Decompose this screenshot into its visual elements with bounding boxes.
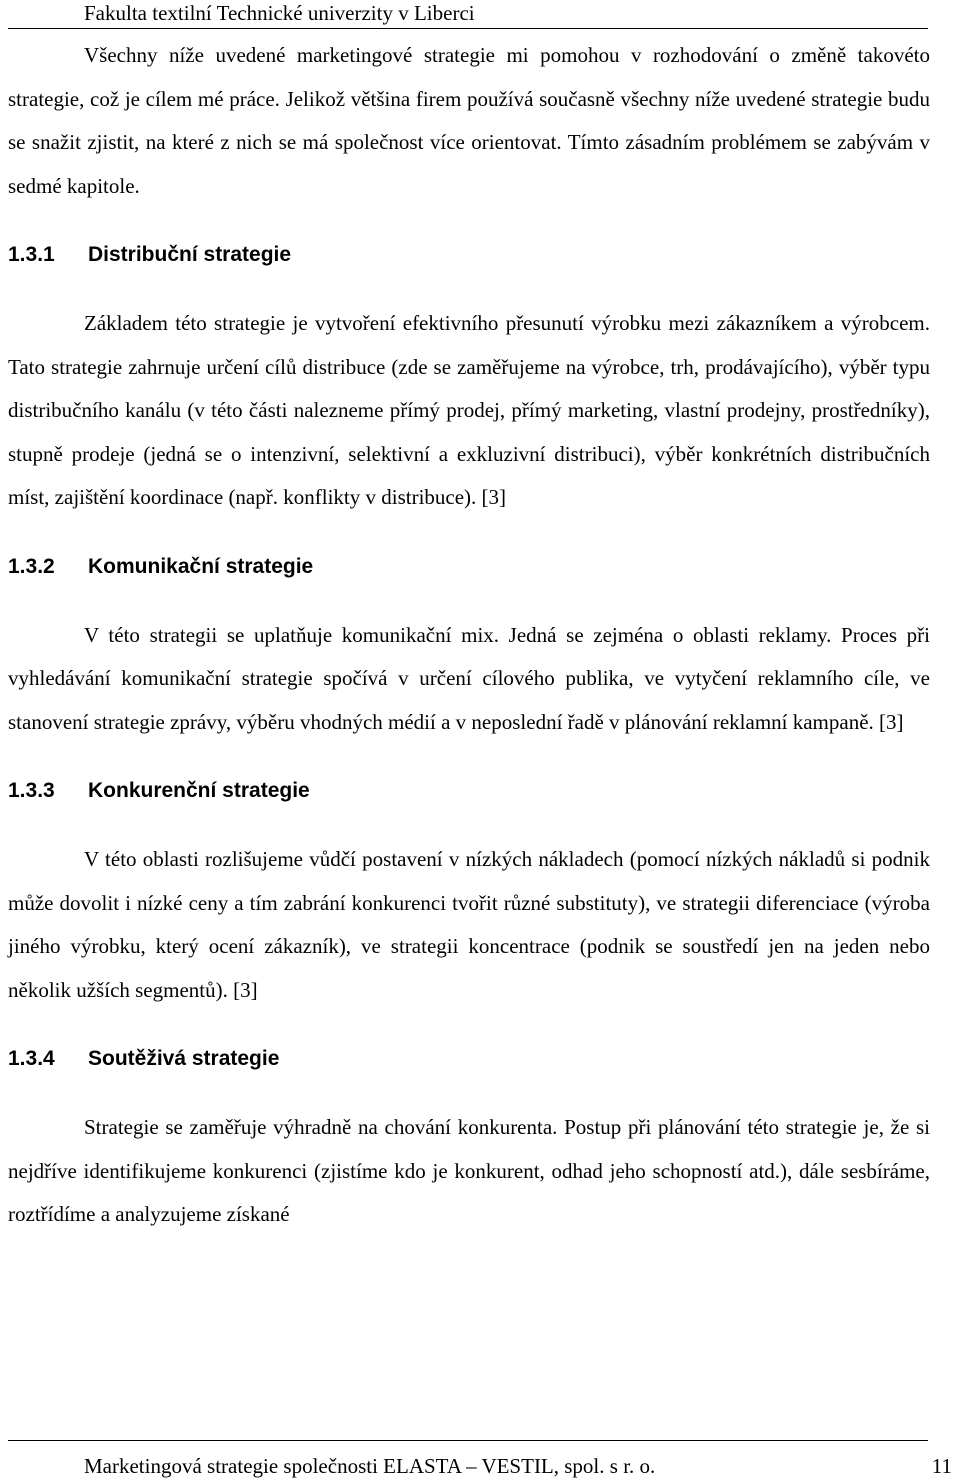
- page-footer: [84, 1452, 952, 1480]
- section-heading-rivalry: [8, 1046, 930, 1072]
- footer-title: Marketingová strategie společnosti ELASTA – VESTIL, spol. s r. o.: [84, 1454, 656, 1478]
- section-number: 1.3.1: [8, 243, 55, 266]
- section-paragraph-competitive: V této oblasti rozlišujeme vůdčí postavení v nízkých nákladech (pomocí nízkých nákladů si podnik může dovolit i nízké ceny a tím zabrání konkurenci tvořit různé substituty), ve strategii diferenciace (výroba jiného výrobku, který ocení zákazník), ve strategii koncentrace (podnik se soustředí jen na jeden nebo několik užších segmentů). [3]: [8, 847, 930, 1002]
- page-number: 11: [931, 1454, 952, 1478]
- section-paragraph-rivalry: Strategie se zaměřuje výhradně na chování konkurenta. Postup při plánování této strategie je, že si nejdříve identifikujeme konkurenci (zjistíme kdo je konkurent, odhad jeho schopností atd.), dále sesbíráme, roztřídíme a analyzujeme získané: [8, 1115, 930, 1226]
- section-paragraph-communication: V této strategii se uplatňuje komunikační mix. Jedná se zejména o oblasti reklamy. Proces při vyhledávání komunikační strategie spočívá v určení cílového publika, ve vytyčení reklamního cíle, ve stanovení strategie zprávy, výběru vhodných médií a v neposlední řadě v plánování reklamní kampaně. [3]: [8, 622, 930, 734]
- page-content: [8, 34, 930, 1237]
- header-text: Fakulta textilní Technické univerzity v Liberci: [84, 1, 475, 25]
- section-number: 1.3.2: [8, 554, 55, 578]
- intro-paragraph: Všechny níže uvedené marketingové strategie mi pomohou v rozhodování o změně takovéto strategie, což je cílem mé práce. Jelikož většina firem používá současně všechny níže uvedené strategie budu se snažit zjistit, na které z nich se má společnost více orientovat. Tímto zásadním problémem se zabývám v sedmé kapitole.: [8, 43, 930, 198]
- section-title: Soutěživá strategie: [88, 1047, 280, 1070]
- section-heading-competitive: [8, 778, 930, 804]
- section-title: Konkurenční strategie: [88, 779, 310, 802]
- section-title: Komunikační strategie: [88, 554, 314, 578]
- section-paragraph-distribution: Základem této strategie je vytvoření efektivního přesunutí výrobku mezi zákazníkem a výrobcem. Tato strategie zahrnuje určení cílů distribuce (zde se zaměřujeme na výrobce, trh, prodávajícího), výběr typu distribučního kanálu (v této části nalezneme přímý prodej, přímý marketing, vlastní prodejny, prostředníky), stupně prodeje (jedná se o intenzivní, selektivní a exkluzivní distribuci), výběr konkrétních distribučních míst, zajištění koordinace (např. konflikty v distribuce). [3]: [8, 311, 930, 509]
- section-number: 1.3.4: [8, 1047, 55, 1070]
- footer-divider: [8, 1440, 928, 1441]
- section-heading-distribution: [8, 242, 930, 268]
- page-header: [84, 0, 904, 26]
- section-number: 1.3.3: [8, 779, 55, 802]
- header-divider: [8, 28, 928, 29]
- section-title: Distribuční strategie: [88, 243, 292, 266]
- section-heading-communication: [8, 554, 930, 580]
